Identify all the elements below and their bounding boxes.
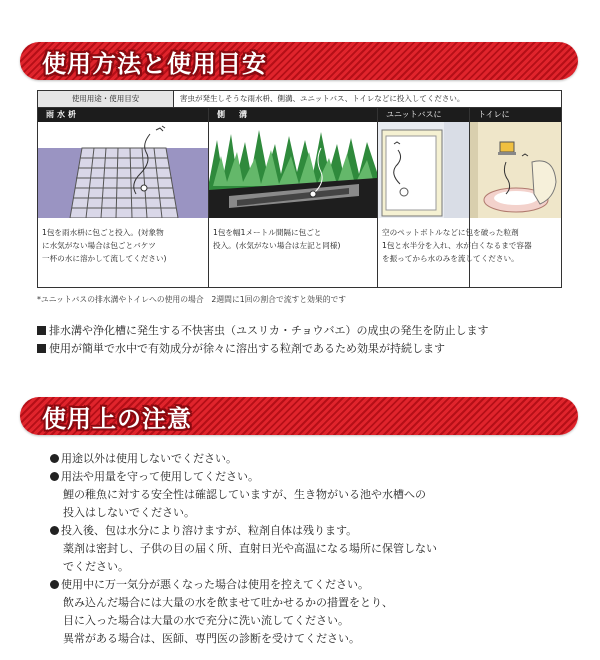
column-title: 雨水枡 (38, 108, 208, 122)
caution-item: 使用中に万一気分が悪くなった場合は使用を控えてください。 飲み込んだ場合には大量の水を飲ませて吐かせるかの措置をとり、 目に入った場合は大量の水で充分に洗い流してください。 異常がある場合は、医師、専門医の診断を受けてください。 (50, 576, 570, 648)
usage-header-label: 使用用途・使用目安 (38, 91, 174, 107)
column-desc: 1包を幅1メートル間隔に包ごと 投入。(水気がない場合は左記と同様) (213, 228, 341, 250)
usage-banner (20, 42, 578, 80)
caution-banner (20, 397, 578, 435)
column-title: 側 溝 (209, 108, 377, 122)
feature-item: 排水溝や浄化槽に発生する不快害虫（ユスリカ・チョウバエ）の成虫の発生を防止します (37, 322, 489, 338)
usage-footnote: *ユニットバスの排水溝やトイレへの使用の場合 2週間に1回の割合で流すと効果的です (37, 295, 347, 304)
square-bullet-icon (37, 326, 46, 335)
caution-item: 用法や用量を守って使用してください。 鯉の稚魚に対する安全性は確認していますが、生き物がいる池や水槽への 投入はしないでください。 (50, 468, 570, 522)
feature-item: 使用が簡単で水中で有効成分が徐々に溶出する粒剤であるため効果が持続します (37, 340, 445, 356)
column-title: トイレに (470, 108, 561, 122)
gutter-illustration (209, 122, 377, 218)
bullet-dot-icon (50, 472, 59, 481)
bullet-dot-icon (50, 580, 59, 589)
usage-table (37, 90, 562, 288)
square-bullet-icon (37, 344, 46, 353)
usage-section-title: 使用方法と使用目安 (42, 50, 267, 78)
caution-list (50, 450, 570, 648)
usage-header-row (38, 91, 561, 108)
bullet-dot-icon (50, 454, 59, 463)
bullet-dot-icon (50, 526, 59, 535)
column-desc: 1包を雨水枡に包ごと投入。(対象物 に水気がない場合は包ごとバケツ 一杯の水に溶かして流してください) (42, 228, 167, 263)
caution-section-title: 使用上の注意 (42, 405, 192, 433)
toilet-illustration (470, 122, 561, 218)
column-rain-drain (38, 108, 208, 287)
caution-item: 用途以外は使用しないでください。 (50, 450, 570, 468)
column-title: ユニットバスに (378, 108, 469, 122)
rain-drain-illustration (38, 122, 208, 218)
column-gutter (209, 108, 377, 287)
usage-header-value: 害虫が発生しそうな雨水枡、側溝、ユニットバス、トイレなどに投入してください。 (180, 94, 465, 103)
caution-item: 投入後、包は水分により溶けますが、粒剤自体は残ります。 薬剤は密封し、子供の目の届く所、直射日光や高温になる場所に保管しない でください。 (50, 522, 570, 576)
bath-toilet-desc: 空のペットボトルなどに包を破った粒剤 1包と水半分を入れ、水が白くなるまで容器 を振ってから水のみを流してください。 (382, 228, 532, 263)
unit-bath-illustration (378, 122, 469, 218)
